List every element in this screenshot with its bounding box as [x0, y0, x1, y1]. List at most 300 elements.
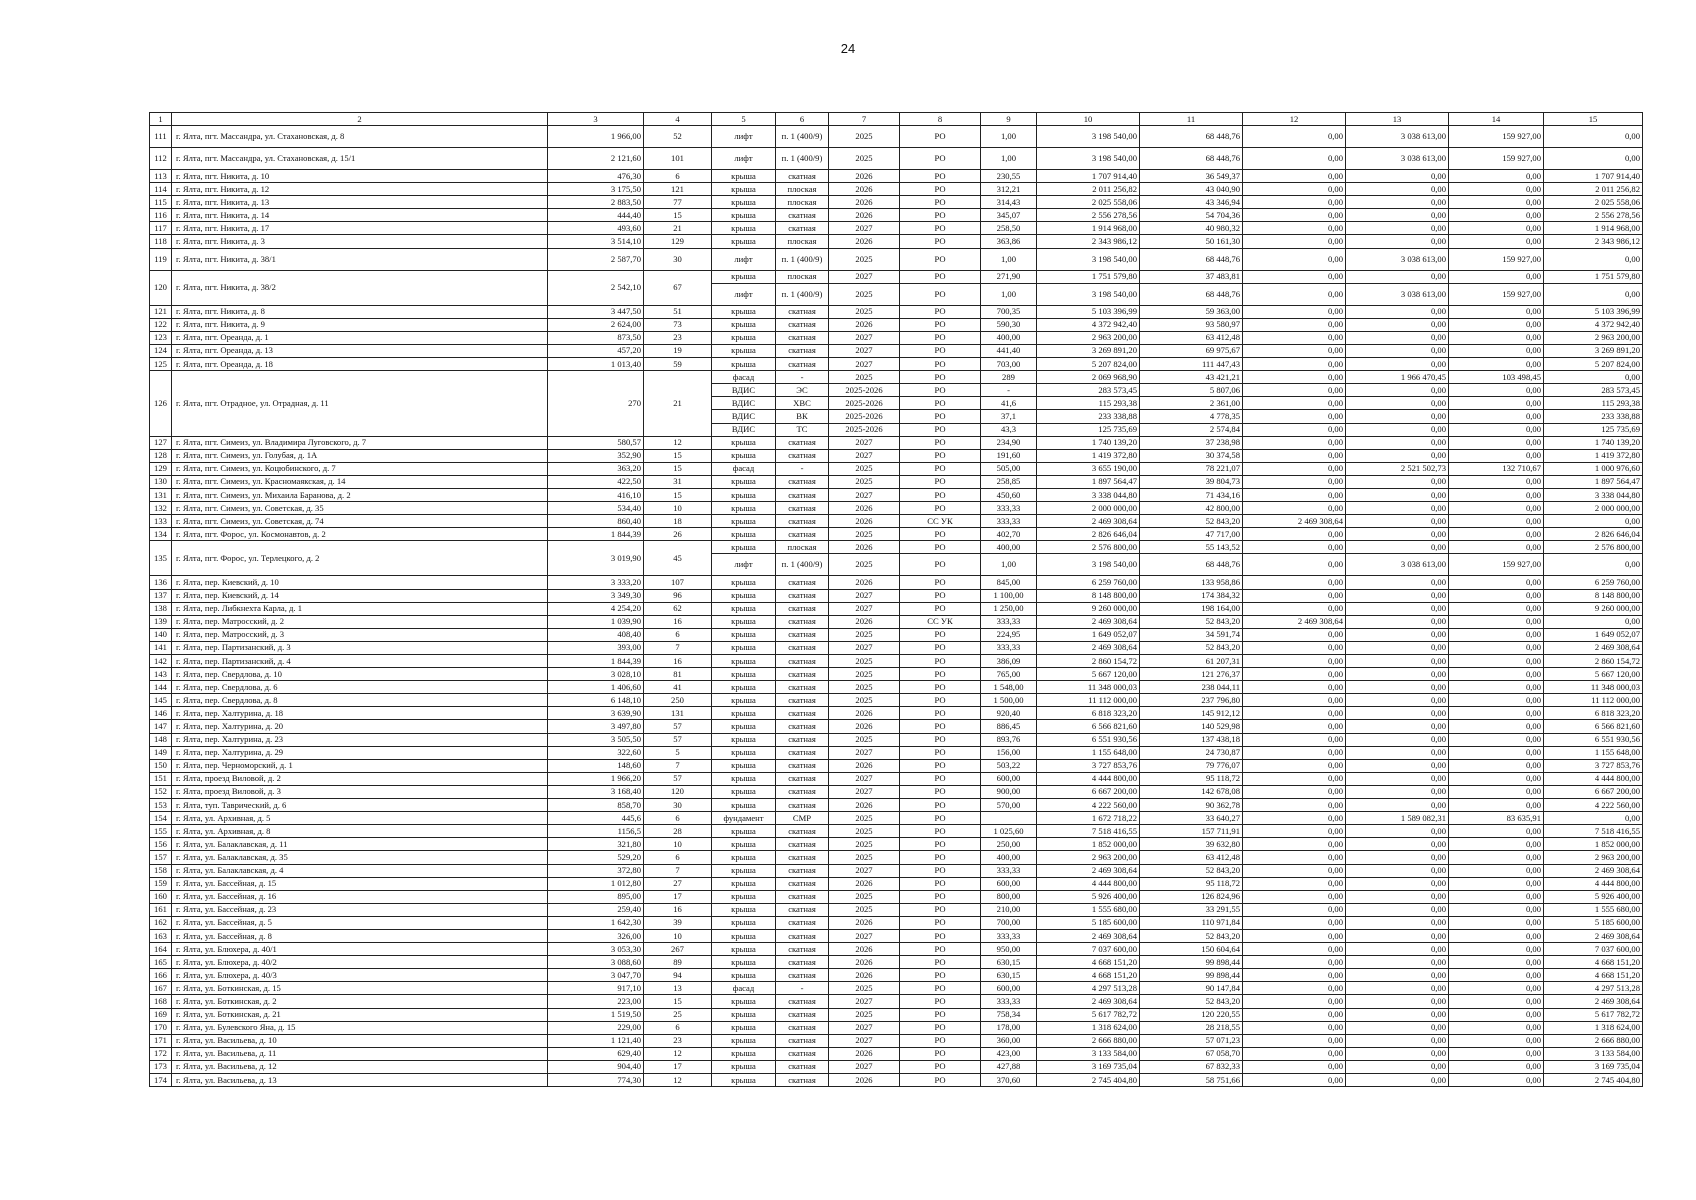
value-cell: 3 338 044,80: [1544, 488, 1643, 501]
address-cell: г. Ялта, пгт. Ореанда, д. 13: [172, 344, 548, 357]
residents-cell: 17: [644, 890, 712, 903]
address-cell: г. Ялта, ул. Бассейная, д. 15: [172, 877, 548, 890]
value-cell: 39 632,80: [1140, 838, 1243, 851]
value-cell: скатная: [776, 515, 829, 528]
value-cell: 4 444 800,00: [1037, 877, 1140, 890]
address-cell: г. Ялта, пгт. Симеиз, ул. Красномаякская, д. 14: [172, 475, 548, 488]
residents-cell: 10: [644, 929, 712, 942]
value-cell: 68 448,76: [1140, 554, 1243, 576]
value-cell: скатная: [776, 475, 829, 488]
residents-cell: 94: [644, 969, 712, 982]
table-row: [150, 668, 1643, 681]
value-cell: скатная: [776, 969, 829, 982]
value-cell: крыша: [712, 318, 776, 331]
value-cell: 5 617 782,72: [1037, 1008, 1140, 1021]
value-cell: 0,00: [1449, 515, 1544, 528]
value-cell: 2025: [829, 283, 900, 305]
address-cell: г. Ялта, пгт. Никита, д. 17: [172, 222, 548, 235]
area-cell: 408,40: [548, 628, 644, 641]
value-cell: 0,00: [1243, 903, 1346, 916]
table-row: [150, 196, 1643, 209]
value-cell: РО: [900, 371, 981, 384]
value-cell: 3 038 613,00: [1346, 248, 1449, 270]
value-cell: 333,33: [981, 502, 1037, 515]
value-cell: РО: [900, 502, 981, 515]
value-cell: РО: [900, 772, 981, 785]
value-cell: 2 469 308,64: [1037, 615, 1140, 628]
value-cell: 2 011 256,82: [1037, 183, 1140, 196]
value-cell: 0,00: [1346, 528, 1449, 541]
value-cell: фасад: [712, 462, 776, 475]
value-cell: 0,00: [1243, 785, 1346, 798]
residents-cell: 121: [644, 183, 712, 196]
row-number: 115: [150, 196, 172, 209]
row-number: 141: [150, 641, 172, 654]
table-row: [150, 838, 1643, 851]
value-cell: 6 551 930,56: [1544, 733, 1643, 746]
value-cell: 5 667 120,00: [1037, 668, 1140, 681]
column-number-header: 4: [644, 113, 712, 126]
column-number-header: 6: [776, 113, 829, 126]
value-cell: 0,00: [1449, 384, 1544, 397]
row-number: 129: [150, 462, 172, 475]
residents-cell: 19: [644, 344, 712, 357]
area-cell: 2 587,70: [548, 248, 644, 270]
value-cell: 2026: [829, 943, 900, 956]
value-cell: 0,00: [1346, 1060, 1449, 1073]
value-cell: 0,00: [1449, 410, 1544, 423]
value-cell: 2 343 986,12: [1037, 235, 1140, 248]
address-cell: г. Ялта, пер. Партизанский, д. 4: [172, 655, 548, 668]
value-cell: 0,00: [1243, 384, 1346, 397]
value-cell: 0,00: [1449, 759, 1544, 772]
value-cell: 0,00: [1243, 423, 1346, 436]
table-row: [150, 248, 1643, 270]
value-cell: 3 038 613,00: [1346, 148, 1449, 170]
value-cell: 0,00: [1544, 283, 1643, 305]
area-cell: 3 047,70: [548, 969, 644, 982]
value-cell: 0,00: [1243, 196, 1346, 209]
value-cell: 400,00: [981, 851, 1037, 864]
column-number-header: 12: [1243, 113, 1346, 126]
row-number: 144: [150, 681, 172, 694]
value-cell: 0,00: [1243, 929, 1346, 942]
value-cell: 2025: [829, 890, 900, 903]
row-number: 116: [150, 209, 172, 222]
area-cell: 2 542,10: [548, 270, 644, 305]
row-number: 152: [150, 785, 172, 798]
value-cell: 5 103 396,99: [1544, 305, 1643, 318]
area-cell: 3 168,40: [548, 785, 644, 798]
row-number: 156: [150, 838, 172, 851]
value-cell: 283 573,45: [1544, 384, 1643, 397]
value-cell: РО: [900, 541, 981, 554]
address-cell: г. Ялта, пер. Партизанский, д. 3: [172, 641, 548, 654]
value-cell: крыша: [712, 602, 776, 615]
value-cell: крыша: [712, 1047, 776, 1060]
value-cell: РО: [900, 707, 981, 720]
value-cell: 271,90: [981, 270, 1037, 283]
value-cell: 37,1: [981, 410, 1037, 423]
value-cell: РО: [900, 982, 981, 995]
value-cell: 0,00: [1346, 541, 1449, 554]
residents-cell: 52: [644, 126, 712, 148]
table-row: [150, 170, 1643, 183]
value-cell: 0,00: [1243, 825, 1346, 838]
value-cell: 0,00: [1243, 628, 1346, 641]
area-cell: 873,50: [548, 331, 644, 344]
value-cell: 0,00: [1243, 410, 1346, 423]
value-cell: 0,00: [1243, 397, 1346, 410]
column-number-header: 2: [172, 113, 548, 126]
value-cell: 2027: [829, 589, 900, 602]
value-cell: крыша: [712, 502, 776, 515]
value-cell: 2026: [829, 170, 900, 183]
table-row: [150, 720, 1643, 733]
value-cell: 2026: [829, 720, 900, 733]
value-cell: 0,00: [1346, 270, 1449, 283]
residents-cell: 25: [644, 1008, 712, 1021]
area-cell: 3 505,50: [548, 733, 644, 746]
value-cell: 0,00: [1449, 982, 1544, 995]
residents-cell: 41: [644, 681, 712, 694]
address-cell: г. Ялта, пгт. Симеиз, ул. Голубая, д. 1А: [172, 449, 548, 462]
value-cell: 402,70: [981, 528, 1037, 541]
value-cell: 159 927,00: [1449, 248, 1544, 270]
value-cell: 0,00: [1449, 655, 1544, 668]
value-cell: 2027: [829, 1021, 900, 1034]
row-number: 140: [150, 628, 172, 641]
table-row: [150, 126, 1643, 148]
value-cell: 33 640,27: [1140, 812, 1243, 825]
area-cell: 1156,5: [548, 825, 644, 838]
value-cell: 115 293,38: [1544, 397, 1643, 410]
value-cell: 1 897 564,47: [1037, 475, 1140, 488]
row-number: 170: [150, 1021, 172, 1034]
value-cell: -: [776, 982, 829, 995]
table-row: [150, 982, 1643, 995]
value-cell: 505,00: [981, 462, 1037, 475]
value-cell: 4 444 800,00: [1037, 772, 1140, 785]
value-cell: 0,00: [1243, 576, 1346, 589]
value-cell: 0,00: [1243, 371, 1346, 384]
value-cell: крыша: [712, 799, 776, 812]
value-cell: 2027: [829, 929, 900, 942]
value-cell: крыша: [712, 1021, 776, 1034]
value-cell: 43 040,90: [1140, 183, 1243, 196]
value-cell: 0,00: [1449, 209, 1544, 222]
value-cell: 0,00: [1449, 270, 1544, 283]
address-cell: г. Ялта, пер. Либкнехта Карла, д. 1: [172, 602, 548, 615]
value-cell: 93 580,97: [1140, 318, 1243, 331]
area-cell: 3 333,20: [548, 576, 644, 589]
value-cell: 34 591,74: [1140, 628, 1243, 641]
value-cell: 132 710,67: [1449, 462, 1544, 475]
address-cell: г. Ялта, ул. Васильева, д. 13: [172, 1074, 548, 1087]
value-cell: 2026: [829, 209, 900, 222]
value-cell: 0,00: [1243, 956, 1346, 969]
value-cell: 2 574,84: [1140, 423, 1243, 436]
table-row: [150, 759, 1643, 772]
value-cell: РО: [900, 576, 981, 589]
address-cell: г. Ялта, пгт. Симеиз, ул. Коцюбинского, д. 7: [172, 462, 548, 475]
value-cell: 333,33: [981, 929, 1037, 942]
value-cell: 90 147,84: [1140, 982, 1243, 995]
value-cell: 1 649 052,07: [1544, 628, 1643, 641]
row-number: 169: [150, 1008, 172, 1021]
value-cell: 156,00: [981, 746, 1037, 759]
table-row: [150, 235, 1643, 248]
row-number: 143: [150, 668, 172, 681]
value-cell: 765,00: [981, 668, 1037, 681]
value-cell: крыша: [712, 1060, 776, 1073]
row-number: 171: [150, 1034, 172, 1047]
value-cell: СС УК: [900, 615, 981, 628]
value-cell: 159 927,00: [1449, 283, 1544, 305]
address-cell: г. Ялта, ул. Бассейная, д. 8: [172, 929, 548, 942]
value-cell: 2027: [829, 641, 900, 654]
value-cell: 174 384,32: [1140, 589, 1243, 602]
value-cell: 133 958,86: [1140, 576, 1243, 589]
value-cell: 2 963 200,00: [1544, 331, 1643, 344]
value-cell: 570,00: [981, 799, 1037, 812]
value-cell: 0,00: [1449, 528, 1544, 541]
value-cell: РО: [900, 235, 981, 248]
value-cell: 0,00: [1346, 410, 1449, 423]
column-number-header: 10: [1037, 113, 1140, 126]
residents-cell: 16: [644, 615, 712, 628]
value-cell: 2026: [829, 877, 900, 890]
value-cell: крыша: [712, 864, 776, 877]
value-cell: 0,00: [1346, 916, 1449, 929]
area-cell: 2 624,00: [548, 318, 644, 331]
value-cell: 2026: [829, 615, 900, 628]
table-row: [150, 528, 1643, 541]
value-cell: 63 412,48: [1140, 331, 1243, 344]
value-cell: 2025: [829, 528, 900, 541]
value-cell: РО: [900, 305, 981, 318]
value-cell: 0,00: [1449, 851, 1544, 864]
value-cell: скатная: [776, 602, 829, 615]
value-cell: 0,00: [1449, 344, 1544, 357]
value-cell: 3 727 853,76: [1544, 759, 1643, 772]
value-cell: 703,00: [981, 358, 1037, 371]
value-cell: плоская: [776, 541, 829, 554]
value-cell: 3 038 613,00: [1346, 126, 1449, 148]
table-row: [150, 956, 1643, 969]
table-row: [150, 589, 1643, 602]
area-cell: 3 514,10: [548, 235, 644, 248]
value-cell: 600,00: [981, 877, 1037, 890]
table-row: [150, 331, 1643, 344]
residents-cell: 15: [644, 995, 712, 1008]
value-cell: 0,00: [1243, 799, 1346, 812]
residents-cell: 5: [644, 746, 712, 759]
column-number-header: 13: [1346, 113, 1449, 126]
residents-cell: 39: [644, 916, 712, 929]
value-cell: 2 666 880,00: [1544, 1034, 1643, 1047]
table-row: [150, 183, 1643, 196]
value-cell: 2 469 308,64: [1544, 641, 1643, 654]
column-number-header: 7: [829, 113, 900, 126]
value-cell: 9 260 000,00: [1037, 602, 1140, 615]
residents-cell: 45: [644, 541, 712, 576]
value-cell: 52 843,20: [1140, 515, 1243, 528]
value-cell: скатная: [776, 1074, 829, 1087]
value-cell: 2026: [829, 576, 900, 589]
value-cell: 1,00: [981, 248, 1037, 270]
value-cell: 314,43: [981, 196, 1037, 209]
area-cell: 3 349,30: [548, 589, 644, 602]
value-cell: РО: [900, 668, 981, 681]
value-cell: 0,00: [1243, 344, 1346, 357]
value-cell: 2025: [829, 812, 900, 825]
value-cell: 2026: [829, 235, 900, 248]
residents-cell: 27: [644, 877, 712, 890]
value-cell: 2 666 880,00: [1037, 1034, 1140, 1047]
value-cell: 0,00: [1449, 707, 1544, 720]
value-cell: 590,30: [981, 318, 1037, 331]
table-row: [150, 943, 1643, 956]
value-cell: 920,40: [981, 707, 1037, 720]
value-cell: 3 655 190,00: [1037, 462, 1140, 475]
value-cell: скатная: [776, 929, 829, 942]
value-cell: крыша: [712, 929, 776, 942]
table-row: [150, 903, 1643, 916]
row-number: 134: [150, 528, 172, 541]
value-cell: скатная: [776, 890, 829, 903]
table-row: [150, 785, 1643, 798]
value-cell: 0,00: [1346, 488, 1449, 501]
residents-cell: 107: [644, 576, 712, 589]
value-cell: 0,00: [1243, 668, 1346, 681]
area-cell: 3 497,80: [548, 720, 644, 733]
value-cell: 78 221,07: [1140, 462, 1243, 475]
value-cell: СМР: [776, 812, 829, 825]
value-cell: 67 058,70: [1140, 1047, 1243, 1060]
value-cell: РО: [900, 602, 981, 615]
value-cell: крыша: [712, 707, 776, 720]
value-cell: РО: [900, 903, 981, 916]
value-cell: крыша: [712, 528, 776, 541]
value-cell: скатная: [776, 799, 829, 812]
value-cell: 2 963 200,00: [1037, 851, 1140, 864]
value-cell: 1 555 680,00: [1037, 903, 1140, 916]
value-cell: 1 852 000,00: [1037, 838, 1140, 851]
value-cell: РО: [900, 436, 981, 449]
table-row: [150, 825, 1643, 838]
value-cell: РО: [900, 331, 981, 344]
value-cell: 1 419 372,80: [1037, 449, 1140, 462]
area-cell: 322,60: [548, 746, 644, 759]
value-cell: РО: [900, 995, 981, 1008]
value-cell: 0,00: [1449, 502, 1544, 515]
value-cell: скатная: [776, 502, 829, 515]
value-cell: 126 824,96: [1140, 890, 1243, 903]
address-cell: г. Ялта, пгт. Никита, д. 38/2: [172, 270, 548, 305]
value-cell: 0,00: [1346, 515, 1449, 528]
value-cell: лифт: [712, 554, 776, 576]
value-cell: крыша: [712, 694, 776, 707]
value-cell: 28 218,55: [1140, 1021, 1243, 1034]
value-cell: РО: [900, 170, 981, 183]
value-cell: 68 448,76: [1140, 148, 1243, 170]
value-cell: 2 469 308,64: [1243, 515, 1346, 528]
area-cell: 860,40: [548, 515, 644, 528]
address-cell: г. Ялта, ул. Блюхера, д. 40/2: [172, 956, 548, 969]
residents-cell: 23: [644, 1034, 712, 1047]
value-cell: 2 469 308,64: [1544, 995, 1643, 1008]
value-cell: 893,76: [981, 733, 1037, 746]
residents-cell: 6: [644, 1021, 712, 1034]
value-cell: 0,00: [1243, 528, 1346, 541]
value-cell: крыша: [712, 746, 776, 759]
area-cell: 321,80: [548, 838, 644, 851]
residents-cell: 30: [644, 799, 712, 812]
value-cell: 0,00: [1449, 589, 1544, 602]
page-number: 24: [840, 41, 856, 56]
area-cell: 2 121,60: [548, 148, 644, 170]
value-cell: 57 071,23: [1140, 1034, 1243, 1047]
value-cell: 0,00: [1449, 668, 1544, 681]
value-cell: 2025: [829, 554, 900, 576]
row-number: 160: [150, 890, 172, 903]
area-cell: 393,00: [548, 641, 644, 654]
value-cell: 0,00: [1346, 502, 1449, 515]
area-cell: 3 019,90: [548, 541, 644, 576]
value-cell: 2025: [829, 851, 900, 864]
value-cell: 886,45: [981, 720, 1037, 733]
residents-cell: 23: [644, 331, 712, 344]
value-cell: 230,55: [981, 170, 1037, 183]
value-cell: 0,00: [1449, 785, 1544, 798]
value-cell: скатная: [776, 449, 829, 462]
value-cell: 4 778,35: [1140, 410, 1243, 423]
area-cell: 422,50: [548, 475, 644, 488]
row-number: 172: [150, 1047, 172, 1060]
value-cell: 0,00: [1243, 222, 1346, 235]
value-cell: крыша: [712, 449, 776, 462]
value-cell: скатная: [776, 759, 829, 772]
value-cell: 0,00: [1449, 956, 1544, 969]
value-cell: -: [776, 462, 829, 475]
value-cell: п. 1 (400/9): [776, 126, 829, 148]
value-cell: 0,00: [1346, 707, 1449, 720]
value-cell: скатная: [776, 746, 829, 759]
table-row: [150, 305, 1643, 318]
value-cell: 441,40: [981, 344, 1037, 357]
value-cell: скатная: [776, 615, 829, 628]
value-cell: 42 800,00: [1140, 502, 1243, 515]
value-cell: РО: [900, 916, 981, 929]
value-cell: РО: [900, 1008, 981, 1021]
value-cell: 30 374,58: [1140, 449, 1243, 462]
value-cell: лифт: [712, 126, 776, 148]
value-cell: 2026: [829, 916, 900, 929]
value-cell: РО: [900, 318, 981, 331]
area-cell: 1 844,39: [548, 655, 644, 668]
row-number: 159: [150, 877, 172, 890]
value-cell: 312,21: [981, 183, 1037, 196]
value-cell: 237 796,80: [1140, 694, 1243, 707]
value-cell: 95 118,72: [1140, 772, 1243, 785]
value-cell: 1 897 564,47: [1544, 475, 1643, 488]
residents-cell: 67: [644, 270, 712, 305]
value-cell: РО: [900, 1021, 981, 1034]
value-cell: 125 735,69: [1037, 423, 1140, 436]
value-cell: 4 668 151,20: [1544, 956, 1643, 969]
value-cell: 11 348 000,03: [1037, 681, 1140, 694]
